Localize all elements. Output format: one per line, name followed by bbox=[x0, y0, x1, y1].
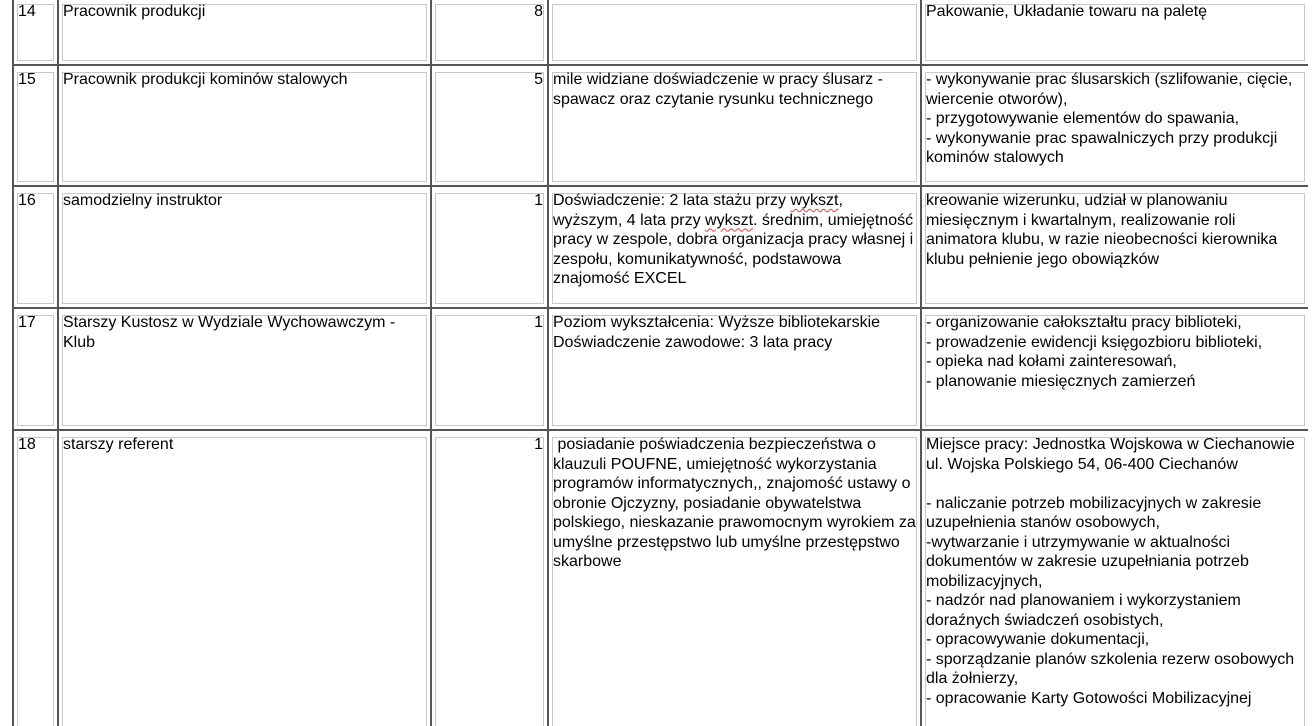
row-number: 16 bbox=[18, 192, 36, 209]
document-page bbox=[12, 0, 1308, 726]
duties-text bbox=[924, 2, 1306, 22]
requirements-line: Doświadczenie zawodowe: 3 lata pracy bbox=[553, 333, 833, 351]
duty-line: - organizowanie całokształtu pracy biblioteki, bbox=[926, 314, 1242, 331]
count-cell bbox=[431, 186, 548, 308]
table-row bbox=[13, 186, 1308, 308]
duties-cell bbox=[921, 0, 1308, 65]
position-name: Pracownik produkcji kominów stalowych bbox=[63, 71, 348, 88]
position-name: Starszy Kustosz w Wydziale Wychowawczym - Klub bbox=[63, 314, 396, 351]
requirements-text: posiadanie poświadczenia bezpieczeństwa o klauzuli POUFNE, umiejętność wykorzystania programów informatycznych,, znajomość ustawy o obronie Ojczyzny, posiadanie obywatelstwa polskiego, nieskazanie prawomocnym wyrokiem za umyślne przestępstwo lub umyślne przestępstwo skarbowe bbox=[553, 436, 921, 570]
position-cell bbox=[58, 0, 431, 65]
position-name: Pracownik produkcji bbox=[63, 3, 206, 20]
duties-text bbox=[924, 435, 1306, 708]
requirements-cell bbox=[548, 65, 921, 186]
requirements-cell bbox=[548, 308, 921, 430]
row-number-cell bbox=[13, 308, 58, 430]
duty-line: -wytwarzanie i utrzymywanie w aktualności dokumentów w zakresie uzupełniania potrzeb mobilizacyjnych, bbox=[926, 533, 1249, 590]
row-number-cell bbox=[13, 65, 58, 186]
requirements-part: Doświadczenie: 2 lata stażu przy bbox=[553, 192, 791, 209]
duty-line: - planowanie miesięcznych zamierzeń bbox=[926, 372, 1196, 390]
requirements-text bbox=[551, 191, 918, 289]
requirements-text bbox=[551, 313, 918, 352]
duty-line: - opieka nad kołami zainteresowań, bbox=[926, 353, 1177, 370]
duties-cell bbox=[921, 308, 1308, 430]
row-number: 17 bbox=[18, 314, 36, 331]
position-name: samodzielny instruktor bbox=[63, 192, 223, 209]
count-cell bbox=[431, 308, 548, 430]
count-cell bbox=[431, 430, 548, 726]
row-number-cell bbox=[13, 186, 58, 308]
duty-line: - opracowywanie dokumentacji, bbox=[926, 631, 1150, 648]
table-row bbox=[13, 308, 1308, 430]
requirements-part: , wyższym, 4 lata przy bbox=[553, 192, 843, 229]
duty-line: - naliczanie potrzeb mobilizacyjnych w zakresie uzupełnienia stanów osobowych, bbox=[926, 494, 1262, 531]
position-cell bbox=[58, 430, 431, 726]
row-number: 14 bbox=[18, 3, 36, 20]
duty-line: - przygotowywanie elementów do spawania, bbox=[926, 110, 1240, 127]
row-number: 18 bbox=[18, 436, 36, 453]
position-count: 8 bbox=[534, 3, 543, 20]
duty-line: - prowadzenie ewidencji księgozbioru biblioteki, bbox=[926, 333, 1263, 351]
duty-line: - wykonywanie prac ślusarskich (szlifowanie, cięcie, wiercenie otworów), bbox=[926, 71, 1293, 108]
duty-line: - opracowanie Karty Gotowości Mobilizacyjnej bbox=[926, 689, 1252, 707]
duty-line: - nadzór nad planowaniem i wykorzystaniem doraźnych świadczeń osobistych, bbox=[926, 592, 1241, 629]
misspelled-word: wykszt bbox=[790, 192, 839, 209]
position-count: 1 bbox=[534, 314, 543, 331]
position-count: 1 bbox=[534, 436, 543, 453]
count-cell bbox=[431, 65, 548, 186]
position-count: 1 bbox=[534, 192, 543, 209]
requirements-cell bbox=[548, 430, 921, 726]
requirements-cell bbox=[548, 0, 921, 65]
duties-cell bbox=[921, 430, 1308, 726]
duties-text bbox=[924, 191, 1306, 269]
position-cell bbox=[58, 308, 431, 430]
position-count: 5 bbox=[534, 71, 543, 88]
table-row bbox=[13, 65, 1308, 186]
position-name: starszy referent bbox=[63, 436, 174, 453]
requirements-part: . średnim, umiejętność pracy w zespole, dobra organizacja pracy własnej i zespołu, komunikatywność, podstawowa znajomość EXCEL bbox=[553, 211, 914, 287]
duty-line: - wykonywanie prac spawalniczych przy produkcji kominów stalowych bbox=[926, 129, 1278, 166]
duty-line: - sporządzanie planów szkolenia rezerw osobowych dla żołnierzy, bbox=[926, 650, 1295, 687]
row-number-cell bbox=[13, 430, 58, 726]
row-number: 15 bbox=[18, 71, 36, 88]
table-row bbox=[13, 430, 1308, 726]
row-number-cell bbox=[13, 0, 58, 65]
duty-line: kreowanie wizerunku, udział w planowaniu miesięcznym i kwartalnym, realizowanie roli animatora klubu, w razie nieobecności kierownika klubu pełnienie jego obowiązków bbox=[926, 192, 1278, 268]
position-cell bbox=[58, 186, 431, 308]
duties-cell bbox=[921, 186, 1308, 308]
requirements-text: mile widziane doświadczenie w pracy ślusarz - spawacz oraz czytanie rysunku technicznego bbox=[553, 71, 883, 108]
count-cell bbox=[431, 0, 548, 65]
misspelled-word: wykszt bbox=[705, 211, 754, 229]
duty-line: Pakowanie, Układanie towaru na paletę bbox=[926, 3, 1208, 20]
duties-text bbox=[924, 70, 1306, 168]
job-offers-table bbox=[12, 0, 1308, 726]
position-cell bbox=[58, 65, 431, 186]
blank-line bbox=[926, 474, 1304, 494]
requirements-cell bbox=[548, 186, 921, 308]
duties-cell bbox=[921, 65, 1308, 186]
duty-intro: Miejsce pracy: Jednostka Wojskowa w Ciechanowie ul. Wojska Polskiego 54, 06-400 Ciechanów bbox=[926, 436, 1295, 473]
duties-text bbox=[924, 313, 1306, 391]
requirements-line: Poziom wykształcenia: Wyższe bibliotekarskie bbox=[553, 314, 881, 331]
table-row bbox=[13, 0, 1308, 65]
